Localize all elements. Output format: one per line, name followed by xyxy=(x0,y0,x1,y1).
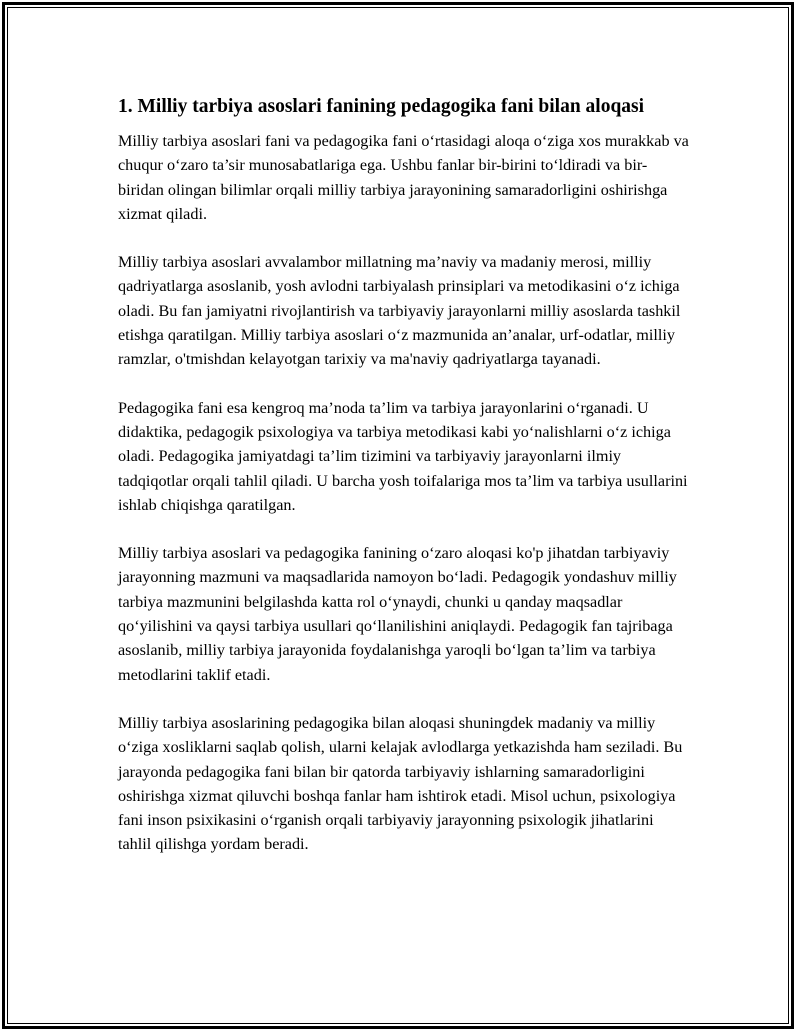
paragraph-2: Milliy tarbiya asoslari avvalambor millatning ma’naviy va madaniy merosi, milliy qadriyatlarga asoslanib, yosh avlodni tarbiyalash prinsiplari va metodikasini o‘z ichiga oladi. Bu fan jamiyatni rivojlantirish va tarbiyaviy jarayonlarni milliy asoslarda tashkil etishga qaratilgan. Milliy tarbiya asoslari o‘z mazmunida an’analar, urf-odatlar, milliy ramzlar, o'tmishdan kelayotgan tarixiy va ma'naviy qadriyatlarga tayanadi. xyxy=(118,253,681,369)
document-body xyxy=(118,94,690,881)
paragraph-3: Pedagogika fani esa kengroq ma’noda ta’lim va tarbiya jarayonlarini o‘rganadi. U didaktika, pedagogik psixologiya va tarbiya metodikasi kabi yo‘nalishlarni o‘z ichiga oladi. Pedagogika jamiyatdagi ta’lim tizimini va tarbiyaviy jarayonlarni ilmiy tadqiqotlar orqali tahlil qiladi. U barcha yosh toifalariga mos ta’lim va tarbiya usullarini ishlab chiqishga qaratilgan. xyxy=(118,398,688,514)
paragraph-4: Milliy tarbiya asoslari va pedagogika fanining o‘zaro aloqasi ko'p jihatdan tarbiyaviy jarayonning mazmuni va maqsadlarida namoyon bo‘ladi. Pedagogik yondashuv milliy tarbiya mazmunini belgilashda katta rol o‘ynaydi, chunki u qanday maqsadlar qo‘yilishini va qaysi tarbiya usullari qo‘llanilishini aniqlaydi. Pedagogik fan tajribaga asoslanib, milliy tarbiya jarayonida foydalanishga yaroqli bo‘lgan ta’lim va tarbiya metodlarini taklif etadi. xyxy=(118,544,677,684)
paragraph-5: Milliy tarbiya asoslarining pedagogika bilan aloqasi shuningdek madaniy va milliy o‘ziga xosliklarni saqlab qolish, ularni kelajak avlodlarga yetkazishda ham seziladi. Bu jarayonda pedagogika fani bilan bir qatorda tarbiyaviy ishlarning samaradorligini oshirishga xizmat qiluvchi boshqa fanlar ham ishtirok etadi. Misol uchun, psixologiya fani inson psixikasini o‘rganish orqali tarbiyaviy jarayonning psixologik jihatlarini tahlil qilishga yordam beradi. xyxy=(118,713,683,854)
section-heading: 1. Milliy tarbiya asoslari fanining pedagogika fani bilan aloqasi xyxy=(118,96,645,117)
paragraph-1: Milliy tarbiya asoslari fani va pedagogika fani o‘rtasidagi aloqa o‘ziga xos murakkab va chuqur o‘zaro ta’sir munosabatlariga ega. Ushbu fanlar bir-birini to‘ldiradi va bir-biridan olingan bilimlar orqali milliy tarbiya jarayonining samaradorligini oshirishga xizmat qiladi. xyxy=(118,132,689,223)
